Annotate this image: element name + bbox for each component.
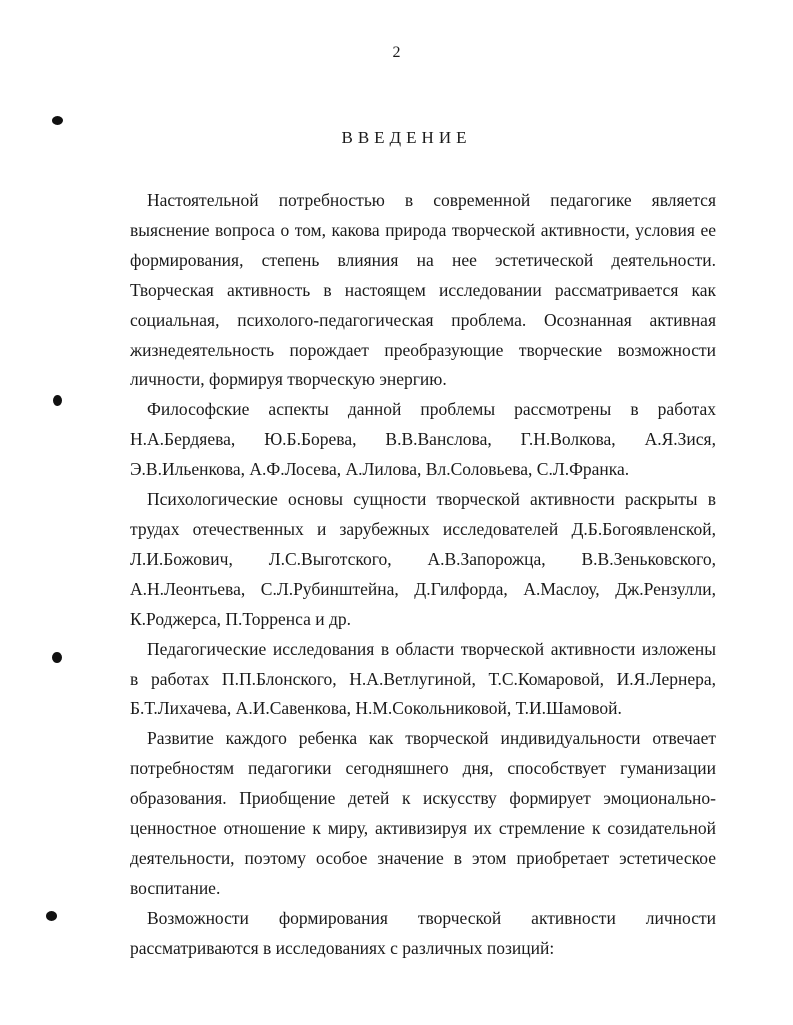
- text-line: в работах П.П.Блонского, Н.А.Ветлугиной, Т.С.Комаровой, И.Я.Лернера,: [130, 668, 716, 689]
- paragraph: [113, 395, 716, 485]
- text-line: личности, формируя творческую энергию.: [130, 369, 447, 390]
- text-line: жизнедеятельность порождает преобразующие творческие возможности: [130, 339, 716, 360]
- text-line: образования. Приобщение детей к искусству формирует эмоционально-: [130, 788, 716, 809]
- paragraph: [113, 724, 716, 903]
- text-line: К.Роджерса, П.Торренса и др.: [130, 608, 352, 629]
- text-line: Б.Т.Лихачева, А.И.Савенкова, Н.М.Сокольниковой, Т.И.Шамовой.: [130, 698, 622, 719]
- text-line: социальная, психолого-педагогическая проблема. Осознанная активная: [130, 309, 716, 330]
- scan-speck: [46, 911, 57, 921]
- paragraph: [113, 635, 716, 725]
- paragraph: [113, 186, 716, 395]
- text-line: воспитание.: [130, 877, 221, 898]
- text-line: Психологические основы сущности творческой активности раскрыты в: [147, 489, 716, 510]
- text-line: Развитие каждого ребенка как творческой индивидуальности отвечает: [147, 728, 716, 749]
- paragraph: [113, 485, 716, 635]
- body-text: [113, 186, 716, 964]
- text-line: ценностное отношение к миру, активизируя их стремление к созидательной: [130, 818, 716, 839]
- scan-speck: [53, 395, 62, 406]
- text-line: Н.А.Бердяева, Ю.Б.Борева, В.В.Ванслова, Г.Н.Волкова, А.Я.Зися,: [130, 429, 716, 450]
- text-line: Л.И.Божович, Л.С.Выготского, А.В.Запорожца, В.В.Зеньковского,: [130, 548, 716, 569]
- text-line: деятельности, поэтому особое значение в этом приобретает эстетическое: [130, 847, 716, 868]
- scan-speck: [52, 652, 62, 663]
- text-line: Настоятельной потребностью в современной педагогике является: [147, 190, 716, 210]
- text-line: рассматриваются в исследованиях с различных позиций:: [130, 937, 555, 958]
- page-number: 2: [392, 44, 401, 61]
- scan-speck: [52, 116, 63, 125]
- text-line: Творческая активность в настоящем исследовании рассматривается как: [130, 279, 716, 300]
- text-line: потребностям педагогики сегодняшнего дня, способствует гуманизации: [130, 758, 716, 779]
- text-line: Философские аспекты данной проблемы рассмотрены в работах: [147, 399, 716, 420]
- text-line: Э.В.Ильенкова, А.Ф.Лосева, А.Лилова, Вл.Соловьева, С.Л.Франка.: [130, 459, 630, 480]
- text-line: формирования, степень влияния на нее эстетической деятельности.: [130, 249, 716, 270]
- text-line: А.Н.Леонтьева, С.Л.Рубинштейна, Д.Гилфорда, А.Маслоу, Дж.Рензулли,: [130, 578, 716, 599]
- paragraph: [113, 904, 716, 964]
- page-title: ВВЕДЕНИЕ: [341, 128, 472, 147]
- text-line: выяснение вопроса о том, какова природа творческой активности, условия ее: [130, 219, 716, 240]
- text-line: Возможности формирования творческой активности личности: [147, 907, 716, 928]
- text-line: трудах отечественных и зарубежных исследователей Д.Б.Богоявленской,: [130, 518, 716, 539]
- text-line: Педагогические исследования в области творческой активности изложены: [147, 638, 716, 659]
